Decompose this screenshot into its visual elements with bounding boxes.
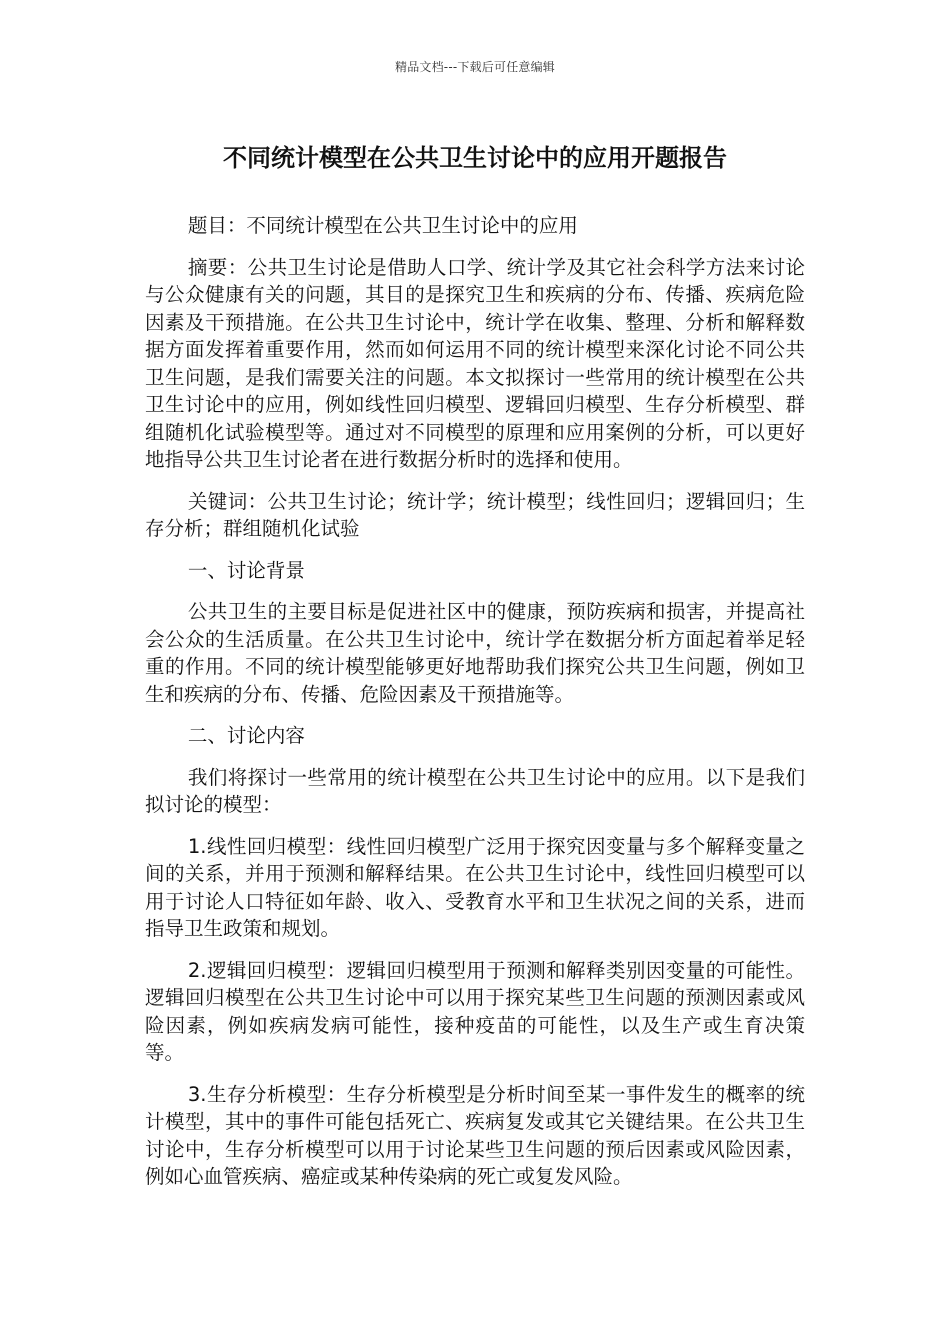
content-intro-paragraph: 我们将探讨一些常用的统计模型在公共卫生讨论中的应用。以下是我们拟讨论的模型： [145,765,805,816]
logistic-regression-paragraph: 2.逻辑回归模型：逻辑回归模型用于预测和解释类别因变量的可能性。逻辑回归模型在公共卫生讨论中可以用于探究某些卫生问题的预测因素或风险因素，例如疾病发病可能性，接种疫苗的可能性，以及生产或生育决策等。 [145,958,805,1064]
background-paragraph: 公共卫生的主要目标是促进社区中的健康，预防疾病和损害，并提高社会公众的生活质量。在公共卫生讨论中，统计学在数据分析方面起着举足轻重的作用。不同的统计模型能够更好地帮助我们探究公共卫生问题，例如卫生和疾病的分布、传播、危险因素及干预措施等。 [145,600,805,706]
section-heading-content: 二、讨论内容 [187,724,305,747]
survival-analysis-paragraph: 3.生存分析模型：生存分析模型是分析时间至某一事件发生的概率的统计模型，其中的事件可能包括死亡、疾病复发或其它关键结果。在公共卫生讨论中，生存分析模型可以用于讨论某些卫生问题的预后因素或风险因素，例如心血管疾病、癌症或某种传染病的死亡或复发风险。 [145,1082,805,1188]
section-heading-background: 一、讨论背景 [187,558,305,582]
document-title: 不同统计模型在公共卫生讨论中的应用开题报告 [223,144,727,172]
header-note: 精品文档---下载后可任意编辑 [395,60,555,74]
keywords-paragraph: 关键词：公共卫生讨论；统计学；统计模型；线性回归；逻辑回归；生存分析；群组随机化试验 [145,489,805,540]
document-body [145,212,805,1205]
topic-paragraph: 题目：不同统计模型在公共卫生讨论中的应用 [187,214,578,237]
linear-regression-paragraph: 1.线性回归模型：线性回归模型广泛用于探究因变量与多个解释变量之间的关系，并用于预测和解释结果。在公共卫生讨论中，线性回归模型可以用于讨论人口特征如年龄、收入、受教育水平和卫生状况之间的关系，进而指导卫生政策和规划。 [145,834,805,940]
abstract-paragraph: 摘要：公共卫生讨论是借助人口学、统计学及其它社会科学方法来讨论与公众健康有关的问题，其目的是探究卫生和疾病的分布、传播、疾病危险因素及干预措施。在公共卫生讨论中，统计学在收集、整理、分析和解释数据方面发挥着重要作用，然而如何运用不同的统计模型来深化讨论不同公共卫生问题，是我们需要关注的问题。本文拟探讨一些常用的统计模型在公共卫生讨论中的应用，例如线性回归模型、逻辑回归模型、生存分析模型、群组随机化试验模型等。通过对不同模型的原理和应用案例的分析，可以更好地指导公共卫生讨论者在进行数据分析时的选择和使用。 [145,255,805,471]
